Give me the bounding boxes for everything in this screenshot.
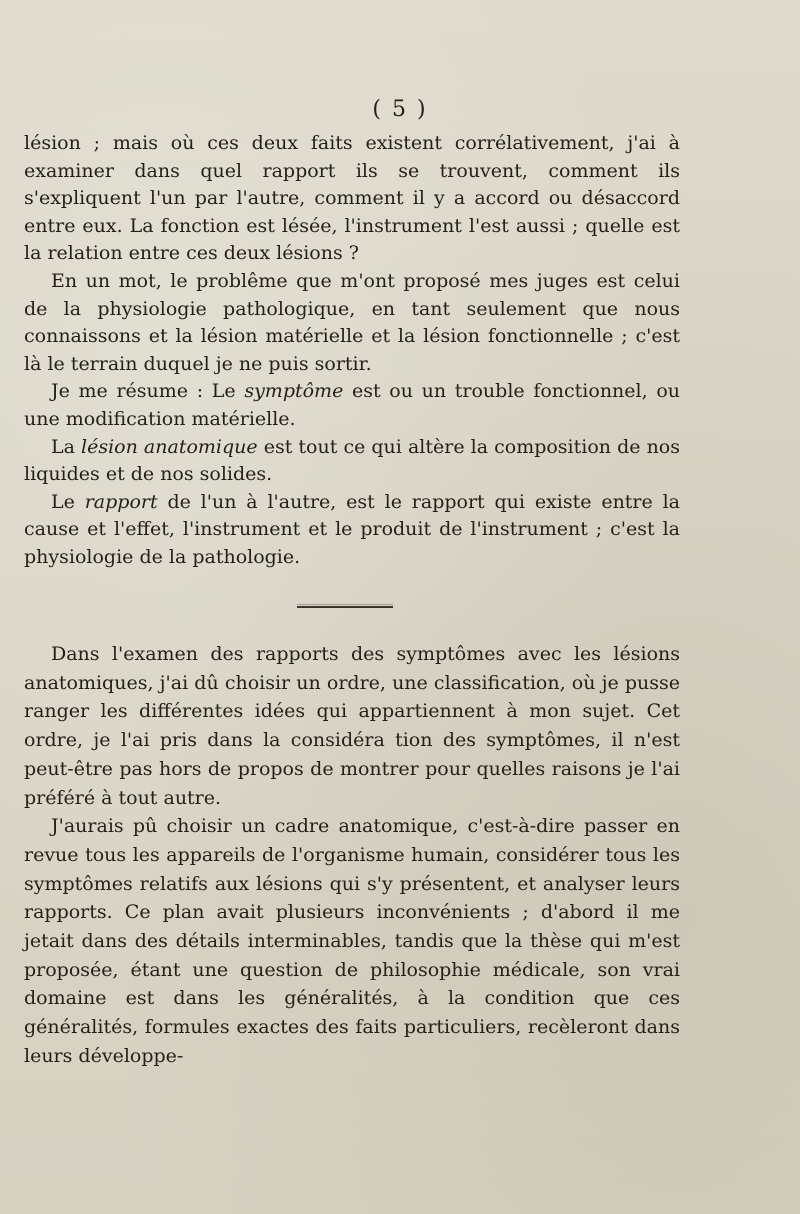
paragraph-3 xyxy=(24,378,680,433)
paragraph-4 xyxy=(24,434,680,489)
section-1 xyxy=(24,130,680,572)
paragraph-4-text-a: La xyxy=(51,435,82,458)
term-rapport: rapport xyxy=(84,490,158,513)
paragraph-2: En un mot, le problême que m'ont proposé mes juges est celui de la physiologie pathologique, en tant seulement que nous connaissons et la lésion matérielle et la lésion fonctionnelle ; c'est là le terrain duquel je ne puis sortir. xyxy=(24,269,680,375)
paragraph-7: J'aurais pû choisir un cadre anatomique, c'est-à-dire passer en revue tous les appareils de l'organisme humain, considérer tous les symptômes relatifs aux lésions qui s'y présentent, et analyser leurs rapports. Ce plan avait plusieurs inconvénients ; d'abord il me jetait dans des détails interminables, tandis que la thèse qui m'est proposée, étant une question de philosophie médicale, son vrai domaine est dans les généralités, à la condition que ces généralités, formules exactes des faits particuliers, recèleront dans leurs développe- xyxy=(24,815,680,1067)
paragraph-5 xyxy=(24,489,680,572)
term-lesion-anatomique: lésion anatomique xyxy=(81,435,258,458)
paragraph-3-text-b: est ou un trouble fonctionnel, ou une modification matérielle. xyxy=(24,380,680,430)
page-number: ( 5 ) xyxy=(372,97,428,122)
paragraph-3-text-a: Je me résume : Le xyxy=(51,380,245,403)
term-symptome: symptôme xyxy=(244,380,344,403)
paragraph-6: Dans l'examen des rapports des symptômes avec les lésions anatomiques, j'ai dû choisir un ordre, une classification, où je pusse ranger les différentes idées qui appartiennent à mon sujet. Cet ordre, je l'ai pris dans la considéra tion des symptômes, il n'est peut-être pas hors de propos de montrer pour quelles raisons je l'ai préféré à tout autre. xyxy=(24,643,680,809)
paragraph-5-text-b: de l'un à l'autre, est le rapport qui existe entre la cause et l'effet, l'instrument et le produit de l'instrument ; c'est la physiologie de la pathologie. xyxy=(24,490,681,568)
paragraph-1: lésion ; mais où ces deux faits existent corrélativement, j'ai à examiner dans quel rapport ils se trouvent, comment ils s'expliquent l'un par l'autre, comment il y a accord ou désaccord entre eux. La fonction est lésée, l'instrument l'est aussi ; quelle est la relation entre ces deux lésions ? xyxy=(24,132,680,265)
section-2 xyxy=(24,640,680,1071)
paragraph-5-text-a: Le xyxy=(51,490,85,513)
section-divider xyxy=(297,606,393,608)
paragraph-4-text-b: est tout ce qui altère la composition de nos liquides et de nos solides. xyxy=(24,435,681,486)
